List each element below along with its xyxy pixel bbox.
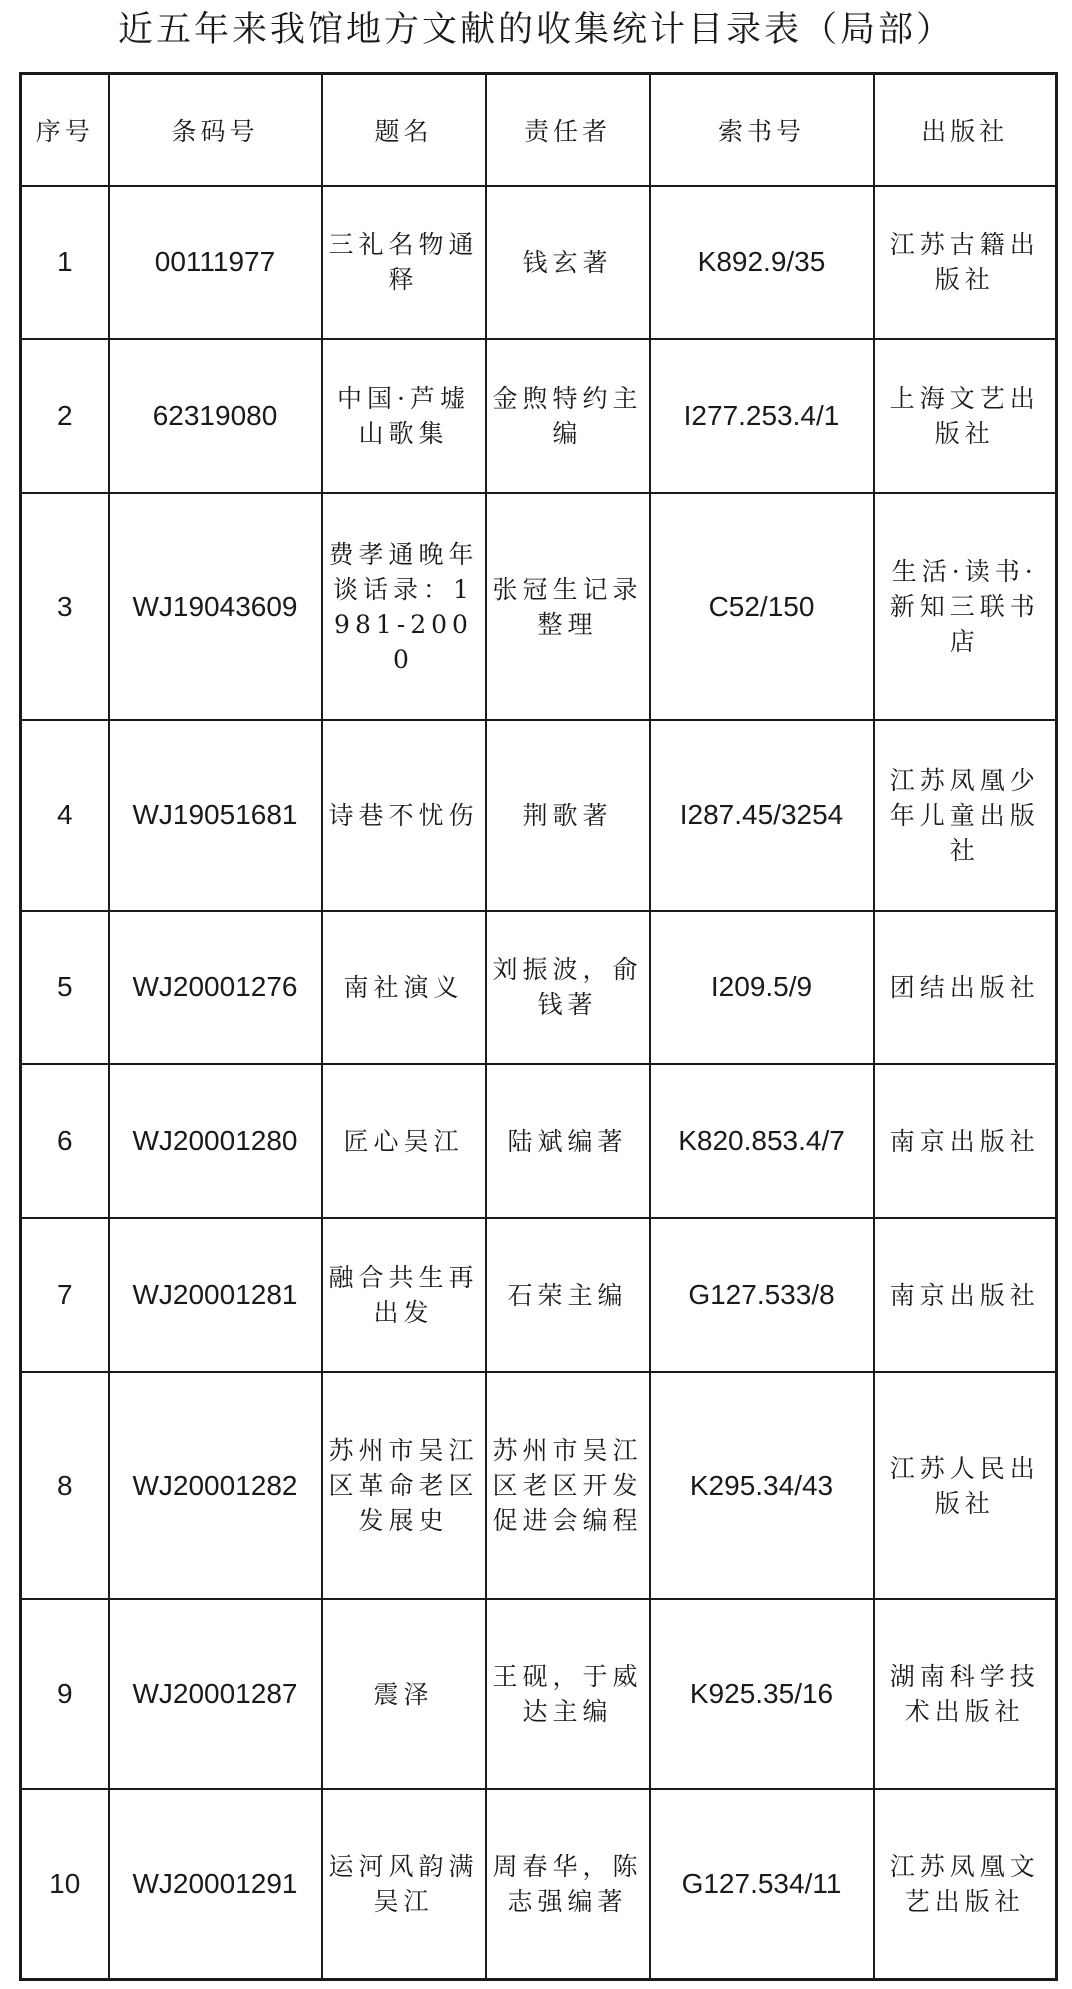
cell-seq: 1: [21, 186, 109, 340]
cell-seq: 4: [21, 720, 109, 910]
cell-publisher-text: 上海文艺出版社: [889, 384, 1040, 449]
header-barcode: 条码号: [109, 74, 322, 186]
header-seq: 序号: [21, 74, 109, 186]
header-row: [21, 74, 1057, 186]
cell-author: [486, 911, 650, 1065]
cell-barcode: WJ20001287: [109, 1599, 322, 1789]
cell-barcode: WJ20001291: [109, 1789, 322, 1979]
cell-author-text: 周春华，陈志强编著: [492, 1852, 643, 1917]
cell-title-text: 融合共生再出发: [328, 1263, 479, 1328]
cell-publisher-text: 南京出版社: [889, 1126, 1040, 1156]
cell-title-text: 运河风韵满吴江: [328, 1852, 479, 1917]
cell-call-number: I209.5/9: [650, 911, 874, 1065]
cell-author-text: 王砚，于威达主编: [492, 1662, 643, 1727]
cell-title-text: 震泽: [373, 1679, 434, 1709]
cell-seq: 10: [21, 1789, 109, 1979]
cell-call-number: I287.45/3254: [650, 720, 874, 910]
cell-seq: 2: [21, 339, 109, 493]
cell-publisher: [874, 1064, 1057, 1218]
cell-barcode: 00111977: [109, 186, 322, 340]
cell-barcode: WJ20001281: [109, 1218, 322, 1372]
cell-barcode: WJ20001276: [109, 911, 322, 1065]
cell-barcode: WJ20001280: [109, 1064, 322, 1218]
cell-author: [486, 186, 650, 340]
header-call-number: 索书号: [650, 74, 874, 186]
cell-publisher-text: 团结出版社: [889, 972, 1040, 1002]
cell-author: [486, 339, 650, 493]
cell-seq: 6: [21, 1064, 109, 1218]
cell-call-number: K892.9/35: [650, 186, 874, 340]
cell-title-text: 中国·芦墟山歌集: [337, 384, 470, 449]
cell-title-text: 苏州市吴江区革命老区发展史: [328, 1436, 479, 1536]
cell-barcode: WJ20001282: [109, 1372, 322, 1599]
cell-call-number: I277.253.4/1: [650, 339, 874, 493]
cell-publisher: [874, 493, 1057, 720]
catalog-table: [19, 72, 1058, 1981]
table-row: [21, 1218, 1057, 1372]
cell-author-text: 苏州市吴江区老区开发促进会编程: [492, 1436, 643, 1536]
cell-title: [322, 1789, 486, 1979]
cell-publisher: [874, 1599, 1057, 1789]
cell-publisher-text: 南京出版社: [889, 1280, 1040, 1310]
cell-publisher: [874, 1789, 1057, 1979]
cell-author: [486, 1599, 650, 1789]
cell-seq: 3: [21, 493, 109, 720]
table-row: [21, 339, 1057, 493]
cell-call-number: C52/150: [650, 493, 874, 720]
cell-title: [322, 1218, 486, 1372]
cell-call-number: K295.34/43: [650, 1372, 874, 1599]
header-author: 责任者: [486, 74, 650, 186]
cell-author-text: 刘振波，俞钱著: [492, 955, 643, 1020]
cell-publisher: [874, 1372, 1057, 1599]
cell-author: [486, 1789, 650, 1979]
cell-author-text: 荆歌著: [522, 800, 613, 830]
cell-publisher: [874, 339, 1057, 493]
cell-author: [486, 1372, 650, 1599]
cell-seq: 8: [21, 1372, 109, 1599]
cell-title-text: 南社演义: [343, 972, 464, 1002]
cell-title: [322, 1372, 486, 1599]
table-row: [21, 1599, 1057, 1789]
cell-title: [322, 339, 486, 493]
table-row: [21, 186, 1057, 340]
cell-call-number: K820.853.4/7: [650, 1064, 874, 1218]
cell-seq: 9: [21, 1599, 109, 1789]
cell-seq: 5: [21, 911, 109, 1065]
table-row: [21, 1372, 1057, 1599]
cell-author-text: 钱玄著: [522, 247, 613, 277]
cell-title-text: 三礼名物通释: [328, 230, 479, 295]
cell-author: [486, 1064, 650, 1218]
cell-title-text: 诗巷不忧伤: [328, 800, 479, 830]
cell-publisher-text: 江苏人民出版社: [889, 1453, 1040, 1518]
cell-barcode: WJ19043609: [109, 493, 322, 720]
cell-title: [322, 186, 486, 340]
cell-call-number: K925.35/16: [650, 1599, 874, 1789]
table-row: [21, 911, 1057, 1065]
cell-title-text: 费孝通晚年谈话录：1981-2000: [328, 539, 479, 674]
cell-call-number: G127.534/11: [650, 1789, 874, 1979]
cell-seq: 7: [21, 1218, 109, 1372]
cell-title: [322, 720, 486, 910]
cell-call-number: G127.533/8: [650, 1218, 874, 1372]
cell-author-text: 石荣主编: [507, 1280, 628, 1310]
cell-publisher: [874, 911, 1057, 1065]
cell-author-text: 金煦特约主编: [492, 384, 643, 449]
cell-title: [322, 1599, 486, 1789]
cell-publisher: [874, 186, 1057, 340]
cell-author: [486, 720, 650, 910]
table-row: [21, 1789, 1057, 1979]
cell-author-text: 陆斌编著: [507, 1126, 628, 1156]
table-row: [21, 493, 1057, 720]
cell-title: [322, 1064, 486, 1218]
header-publisher: 出版社: [874, 74, 1057, 186]
cell-author-text: 张冠生记录整理: [492, 574, 643, 639]
cell-title-text: 匠心吴江: [343, 1126, 464, 1156]
cell-publisher-text: 生活·读书·新知三联书店: [889, 557, 1040, 657]
cell-title: [322, 493, 486, 720]
cell-publisher: [874, 720, 1057, 910]
cell-author: [486, 493, 650, 720]
cell-title: [322, 911, 486, 1065]
cell-barcode: WJ19051681: [109, 720, 322, 910]
table-row: [21, 1064, 1057, 1218]
cell-author: [486, 1218, 650, 1372]
page-title: 近五年来我馆地方文献的收集统计目录表（局部）: [117, 10, 954, 50]
cell-publisher: [874, 1218, 1057, 1372]
cell-publisher-text: 江苏凤凰文艺出版社: [889, 1852, 1040, 1917]
cell-publisher-text: 江苏凤凰少年儿童出版社: [889, 765, 1040, 865]
cell-barcode: 62319080: [109, 339, 322, 493]
header-title: 题名: [322, 74, 486, 186]
cell-publisher-text: 湖南科学技术出版社: [889, 1662, 1040, 1727]
table-row: [21, 720, 1057, 910]
cell-publisher-text: 江苏古籍出版社: [889, 230, 1040, 295]
